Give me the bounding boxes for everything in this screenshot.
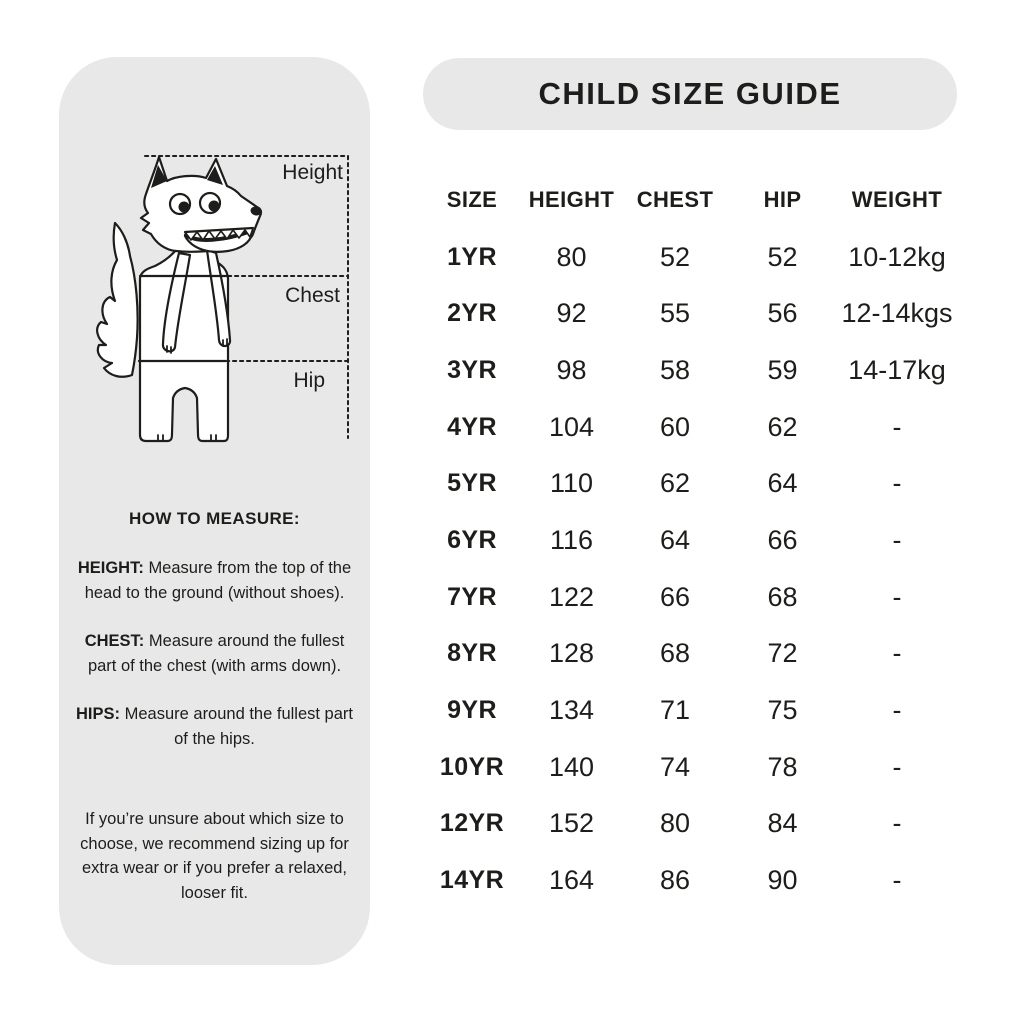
cell-weight: - [892, 751, 902, 782]
cell-chest: 74 [659, 751, 691, 782]
cell-height: 122 [548, 581, 595, 612]
cell-height: 128 [548, 638, 595, 669]
measure-item-height-label: HEIGHT: [77, 559, 144, 577]
cell-height: 140 [548, 751, 595, 782]
column-header-size: SIZE [446, 187, 498, 213]
hip-label: Hip [293, 369, 325, 392]
chest-label: Chest [285, 284, 340, 307]
sizing-note: If you’re unsure about which size to choose, we recommend sizing up for extra wear or if you prefer a relaxed, looser fit. [80, 810, 349, 902]
cell-weight: - [892, 411, 902, 442]
cell-chest: 86 [659, 865, 691, 896]
cell-hip: 84 [767, 808, 798, 839]
measure-panel [59, 57, 370, 965]
cell-hip: 62 [767, 411, 798, 442]
cell-height: 134 [548, 695, 595, 726]
cell-height: 116 [549, 524, 594, 555]
table-row [423, 796, 957, 853]
measure-item-height-text: Measure from the top of the head to the ground (without shoes). [84, 559, 352, 602]
cell-height: 152 [548, 808, 595, 839]
measure-item-hips-label: HIPS: [76, 705, 121, 723]
wolf-measure-illustration [59, 150, 370, 481]
column-header-hip: HIP [763, 187, 802, 213]
table-row [423, 626, 957, 683]
measure-item-hips [72, 702, 357, 751]
cell-hip: 78 [767, 751, 798, 782]
table-row [423, 852, 957, 909]
cell-weight: - [892, 468, 902, 499]
cell-weight: 10-12kg [848, 241, 946, 272]
table-row [423, 569, 957, 626]
cell-weight: - [892, 581, 902, 612]
cell-weight: - [892, 808, 902, 839]
cell-height: 98 [556, 354, 587, 385]
cell-hip: 56 [767, 298, 798, 329]
table-row [423, 342, 957, 399]
table-row [423, 455, 957, 512]
cell-hip: 90 [767, 865, 798, 896]
size-table-header [423, 172, 957, 229]
column-header-chest: CHEST [636, 187, 714, 213]
wolf-tail [97, 223, 137, 377]
cell-size: 6YR [447, 525, 497, 554]
measure-item-chest-text: Measure around the fullest part of the chest (with arms down). [87, 632, 345, 675]
cell-chest: 68 [659, 638, 691, 669]
cell-height: 104 [548, 411, 595, 442]
cell-size: 7YR [447, 582, 497, 611]
cell-chest: 55 [659, 298, 691, 329]
column-header-height: HEIGHT [528, 187, 615, 213]
size-table [423, 172, 957, 909]
cell-chest: 62 [659, 468, 691, 499]
cell-height: 92 [556, 298, 587, 329]
cell-weight: - [892, 695, 902, 726]
cell-chest: 58 [659, 354, 691, 385]
column-header-weight: WEIGHT [851, 187, 943, 213]
cell-hip: 68 [767, 581, 798, 612]
cell-height: 164 [548, 865, 595, 896]
table-row [423, 399, 957, 456]
cell-hip: 64 [767, 468, 798, 499]
cell-size: 8YR [447, 639, 497, 668]
cell-weight: - [892, 524, 902, 555]
size-guide-title: CHILD SIZE GUIDE [423, 58, 957, 130]
measure-item-chest [72, 629, 357, 678]
cell-chest: 60 [659, 411, 691, 442]
cell-hip: 72 [767, 638, 798, 669]
cell-size: 14YR [439, 866, 505, 895]
table-row [423, 739, 957, 796]
cell-size: 1YR [447, 242, 497, 271]
cell-chest: 71 [659, 695, 691, 726]
how-to-measure-section [72, 509, 357, 905]
wolf-pupil-left [179, 202, 190, 213]
table-row [423, 285, 957, 342]
cell-hip: 59 [767, 354, 798, 385]
cell-chest: 52 [659, 241, 691, 272]
height-label: Height [282, 161, 343, 184]
wolf-pupil-right [209, 201, 220, 212]
measure-item-hips-text: Measure around the fullest part of the hips. [124, 705, 353, 748]
cell-chest: 64 [659, 524, 691, 555]
table-row [423, 229, 957, 286]
cell-weight: - [892, 865, 902, 896]
cell-size: 3YR [447, 355, 497, 384]
cell-chest: 66 [659, 581, 691, 612]
table-row [423, 682, 957, 739]
table-row [423, 512, 957, 569]
measure-item-chest-label: CHEST: [84, 632, 145, 650]
cell-hip: 52 [767, 241, 798, 272]
cell-weight: - [892, 638, 902, 669]
wolf-figure [97, 157, 262, 441]
cell-size: 9YR [447, 696, 497, 725]
cell-height: 80 [556, 241, 587, 272]
cell-weight: 12-14kgs [841, 298, 953, 329]
cell-hip: 75 [767, 695, 798, 726]
cell-weight: 14-17kg [848, 354, 946, 385]
how-to-measure-title: HOW TO MEASURE: [129, 509, 300, 528]
cell-hip: 66 [767, 524, 798, 555]
cell-height: 110 [549, 468, 594, 499]
cell-chest: 80 [659, 808, 691, 839]
measure-item-height [72, 556, 357, 605]
cell-size: 2YR [447, 299, 497, 328]
cell-size: 12YR [439, 809, 505, 838]
cell-size: 4YR [447, 412, 497, 441]
cell-size: 10YR [439, 752, 505, 781]
cell-size: 5YR [447, 469, 497, 498]
